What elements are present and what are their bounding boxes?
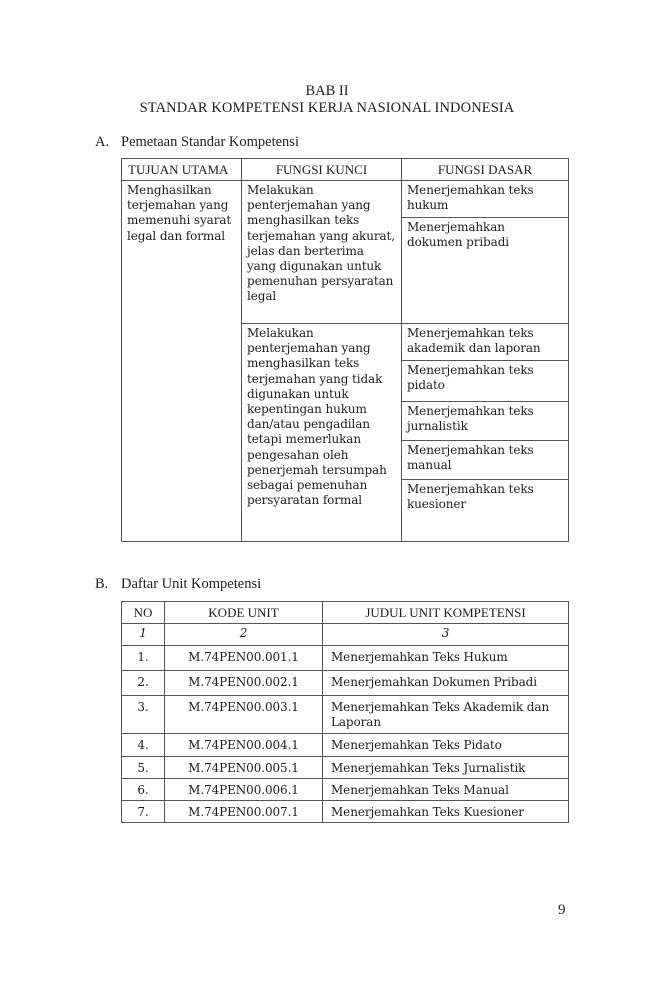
fungsi-kunci-cell: Melakukan penterjemahan yang menghasilkan teks terjemahan yang akurat, jelas dan berterima yang digunakan untuk pemenuhan persyaratan legal <box>242 181 402 324</box>
chapter-title: STANDAR KOMPETENSI KERJA NASIONAL INDONESIA <box>139 100 515 116</box>
section-b-letter: B. <box>95 576 109 592</box>
unit-title: Menerjemahkan Teks Kuesioner <box>323 801 569 823</box>
table-row <box>122 696 569 734</box>
header-fungsi-kunci: FUNGSI KUNCI <box>242 159 402 181</box>
table-row <box>122 646 569 671</box>
section-a-letter: A. <box>95 134 110 150</box>
table-row <box>122 181 569 218</box>
column-index: 1 <box>122 624 165 646</box>
fungsi-dasar-cell: Menerjemahkan teks akademik dan laporan <box>402 324 569 361</box>
page-number: 9 <box>558 902 566 918</box>
unit-code: M.74PEN00.001.1 <box>165 646 323 671</box>
unit-title: Menerjemahkan Dokumen Pribadi <box>323 671 569 696</box>
section-b-heading <box>95 576 261 593</box>
unit-code: M.74PEN00.003.1 <box>165 696 323 734</box>
chapter-number: BAB II <box>305 83 349 99</box>
unit-no: 4. <box>122 734 165 757</box>
table-row <box>122 671 569 696</box>
unit-title: Menerjemahkan Teks Hukum <box>323 646 569 671</box>
unit-code: M.74PEN00.007.1 <box>165 801 323 823</box>
table-header-row <box>122 159 569 181</box>
unit-title: Menerjemahkan Teks Jurnalistik <box>323 757 569 779</box>
unit-no: 7. <box>122 801 165 823</box>
header-judul-unit: JUDUL UNIT KOMPETENSI <box>323 602 569 624</box>
table-header-row <box>122 602 569 624</box>
column-index-row <box>122 624 569 646</box>
section-a-heading <box>95 134 299 151</box>
unit-title: Menerjemahkan Teks Manual <box>323 779 569 801</box>
fungsi-kunci-cell: Melakukan penterjemahan yang menghasilkan teks terjemahan yang tidak digunakan untuk kepentingan hukum dan/atau pengadilan tetapi memerlukan pengesahan oleh penerjemah tersumpah sebagai pemenuhan persyaratan formal <box>242 324 402 542</box>
unit-code: M.74PEN00.005.1 <box>165 757 323 779</box>
unit-title: Menerjemahkan Teks Pidato <box>323 734 569 757</box>
fungsi-dasar-cell: Menerjemahkan teks manual <box>402 441 569 480</box>
unit-title: Menerjemahkan Teks Akademik dan Laporan <box>323 696 569 734</box>
table-row <box>122 801 569 823</box>
header-tujuan-utama: TUJUAN UTAMA <box>122 159 242 181</box>
fungsi-dasar-cell: Menerjemahkan teks pidato <box>402 361 569 402</box>
fungsi-dasar-cell: Menerjemahkan dokumen pribadi <box>402 218 569 324</box>
unit-no: 3. <box>122 696 165 734</box>
header-no: NO <box>122 602 165 624</box>
column-index: 3 <box>323 624 569 646</box>
table-row <box>122 757 569 779</box>
competency-units-table <box>121 601 569 823</box>
section-b-title: Daftar Unit Kompetensi <box>121 576 262 592</box>
header-fungsi-dasar: FUNGSI DASAR <box>402 159 569 181</box>
competency-mapping-table <box>121 158 569 542</box>
column-index: 2 <box>165 624 323 646</box>
table-row <box>122 779 569 801</box>
fungsi-dasar-cell: Menerjemahkan teks jurnalistik <box>402 402 569 441</box>
unit-code: M.74PEN00.006.1 <box>165 779 323 801</box>
unit-no: 5. <box>122 757 165 779</box>
unit-no: 6. <box>122 779 165 801</box>
fungsi-dasar-cell: Menerjemahkan teks kuesioner <box>402 480 569 542</box>
unit-code: M.74PEN00.002.1 <box>165 671 323 696</box>
unit-code: M.74PEN00.004.1 <box>165 734 323 757</box>
tujuan-utama-cell: Menghasilkan terjemahan yang memenuhi syarat legal dan formal <box>122 181 242 542</box>
unit-no: 2. <box>122 671 165 696</box>
table-row <box>122 734 569 757</box>
unit-no: 1. <box>122 646 165 671</box>
section-a-title: Pemetaan Standar Kompetensi <box>121 134 299 150</box>
header-kode-unit: KODE UNIT <box>165 602 323 624</box>
fungsi-dasar-cell: Menerjemahkan teks hukum <box>402 181 569 218</box>
